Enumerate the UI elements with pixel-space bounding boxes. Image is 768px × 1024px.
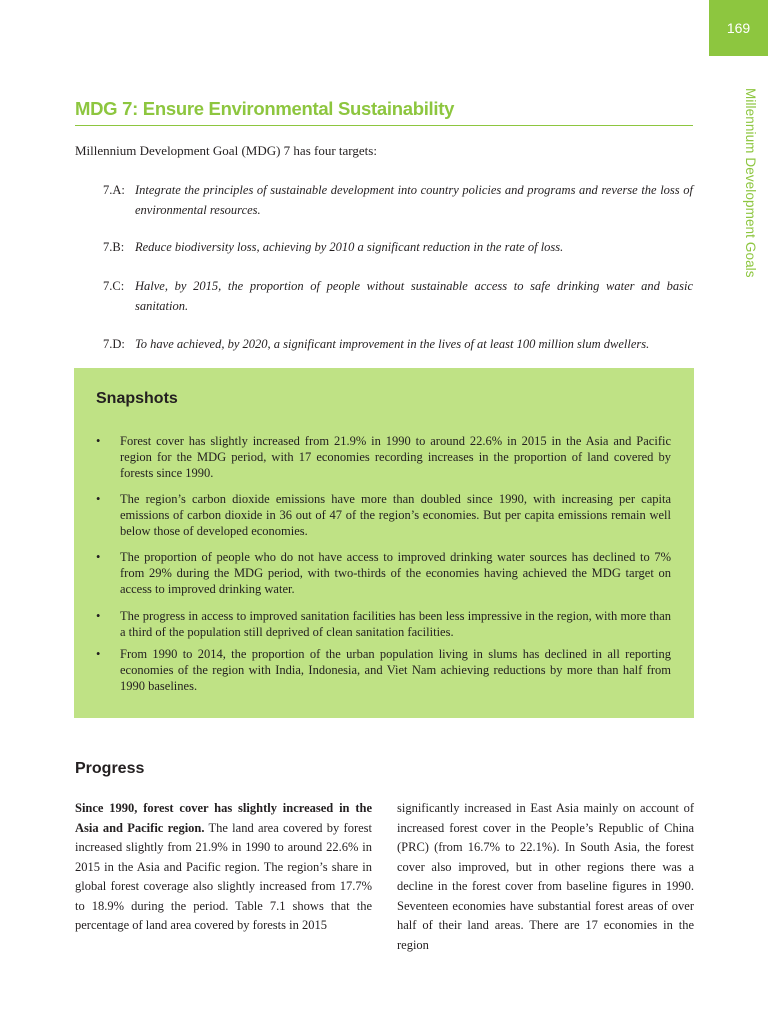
- snapshot-text: From 1990 to 2014, the proportion of the urban population living in slums has declined in all reporting economies of the region with India, Indonesia, and Viet Nam achieving reductions by more than half from 1990 baselines.: [120, 647, 671, 693]
- bullet-marker: •: [96, 647, 101, 661]
- intro-text: Millennium Development Goal (MDG) 7 has four targets:: [75, 143, 377, 158]
- target-item: [103, 237, 693, 257]
- target-code: 7.A:: [103, 183, 125, 197]
- target-code: 7.B:: [103, 240, 125, 254]
- snapshot-text: The region’s carbon dioxide emissions have more than doubled since 1990, with increasing per capita emissions of carbon dioxide in 36 out of 47 of the region’s economies. But per capita emissions remain well below those of developed economies.: [120, 492, 671, 538]
- target-item: [103, 276, 693, 316]
- progress-heading: Progress: [75, 760, 145, 777]
- lead-sentence: Since 1990, forest cover has slightly increased in the Asia and Pacific region.: [75, 801, 372, 835]
- bullet-marker: •: [96, 492, 101, 506]
- target-text: Integrate the principles of sustainable development into country policies and programs and reverse the loss of environmental resources.: [135, 183, 693, 217]
- target-code: 7.C:: [103, 279, 125, 293]
- body-text: significantly increased in East Asia mainly on account of increased forest cover in the People’s Republic of China (PRC) (from 16.7% to 22.1%). In South Asia, the forest cover also improved, but in other regions there was a decline in the forest cover from baseline figures in 1990. Seventeen economies have substantial forest areas of over half of their land areas. There are 17 economies in the region: [397, 801, 694, 952]
- snapshots-box: [74, 368, 694, 718]
- progress-column-left: [75, 799, 372, 936]
- snapshot-item: [96, 646, 671, 694]
- target-text: Reduce biodiversity loss, achieving by 2010 a significant reduction in the rate of loss.: [135, 240, 564, 254]
- target-item: [103, 180, 693, 220]
- target-item: [103, 334, 693, 354]
- snapshot-item: [96, 433, 671, 481]
- chapter-title: MDG 7: Ensure Environmental Sustainability: [75, 98, 455, 119]
- page-number: 169: [709, 0, 768, 56]
- running-section-title: Millennium Development Goals: [743, 88, 758, 278]
- progress-column-right: [397, 799, 694, 955]
- bullet-marker: •: [96, 434, 101, 448]
- target-text: Halve, by 2015, the proportion of people without sustainable access to safe drinking water and basic sanitation.: [135, 279, 693, 313]
- snapshot-item: [96, 608, 671, 640]
- snapshot-text: The proportion of people who do not have access to improved drinking water sources has declined to 7% from 29% during the MDG period, with two-thirds of the economies having achieved the MDG target on access to improved drinking water.: [120, 550, 671, 596]
- bullet-marker: •: [96, 609, 101, 623]
- snapshot-text: The progress in access to improved sanitation facilities has been less impressive in the region, with more than a third of the population still deprived of clean sanitation facilities.: [120, 609, 671, 639]
- target-text: To have achieved, by 2020, a significant improvement in the lives of at least 100 million slum dwellers.: [135, 337, 650, 351]
- snapshots-heading: Snapshots: [96, 390, 178, 407]
- snapshot-text: Forest cover has slightly increased from 21.9% in 1990 to around 22.6% in 2015 in the Asia and Pacific region for the MDG period, with 17 economies recording increases in the proportion of land covered by forests since 1990.: [120, 434, 671, 480]
- bullet-marker: •: [96, 550, 101, 564]
- body-text: The land area covered by forest increased slightly from 21.9% in 1990 to around 22.6% in 2015 in the Asia and Pacific region. The region’s share in global forest coverage also slightly increased from 17.7% to 18.9% during the period. Table 7.1 shows that the percentage of land area covered by forests in 2015: [75, 820, 372, 932]
- snapshot-item: [96, 491, 671, 539]
- target-code: 7.D:: [103, 337, 125, 351]
- title-divider: [75, 125, 693, 126]
- snapshot-item: [96, 549, 671, 597]
